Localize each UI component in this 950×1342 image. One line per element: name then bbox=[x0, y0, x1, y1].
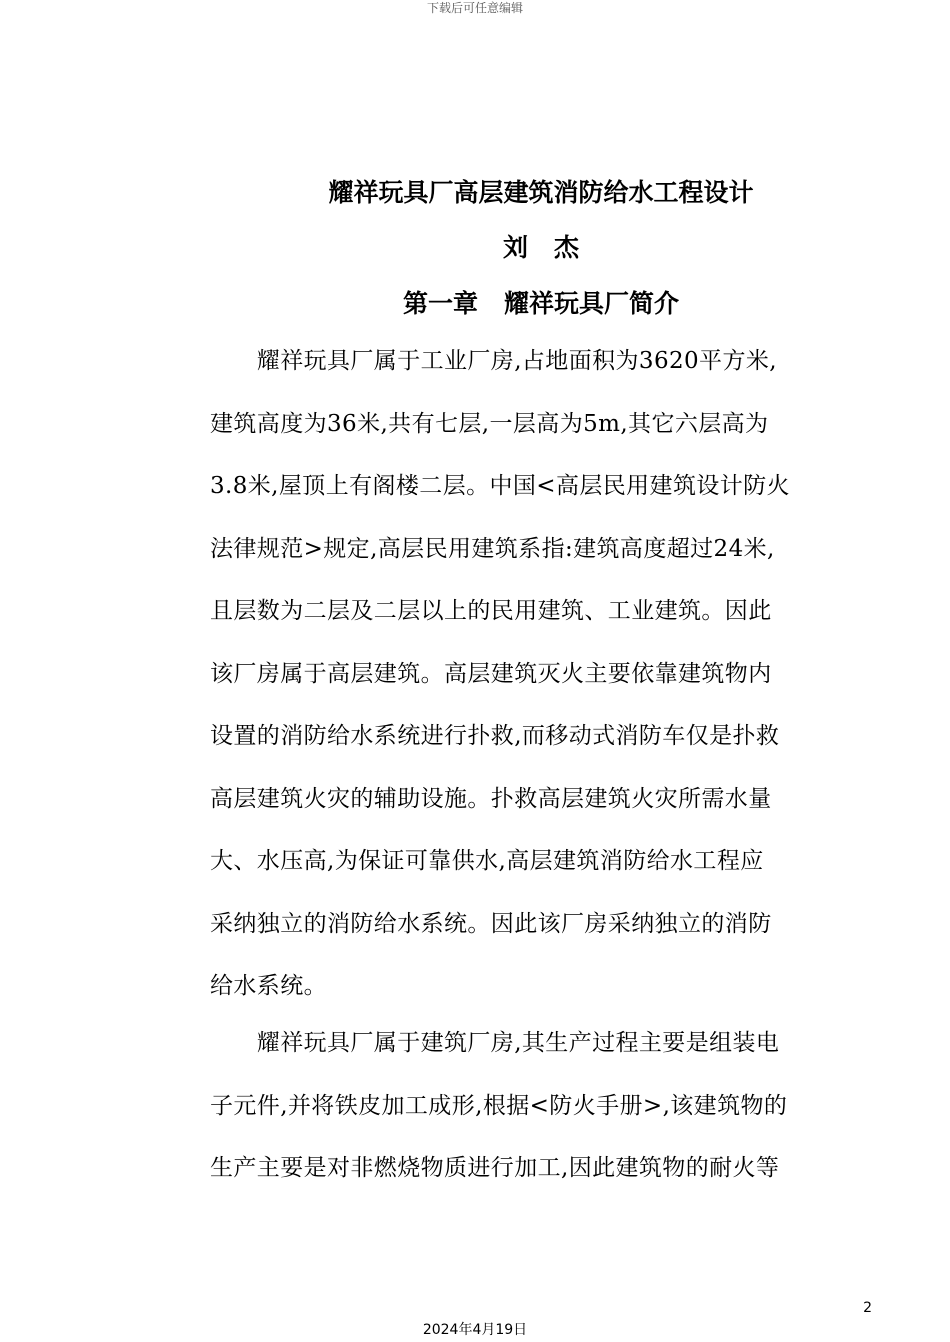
paragraph-line: 给水系统。 bbox=[210, 973, 327, 999]
paragraph-line: 且层数为二层及二层以上的民用建筑、工业建筑。因此 bbox=[210, 598, 772, 624]
paragraph-line: 高层建筑火灾的辅助设施。扑救高层建筑火灾所需水量 bbox=[210, 785, 772, 812]
chapter-number: 第一章 bbox=[402, 289, 478, 318]
paragraph-line: 3.8米,屋顶上有阁楼二层。中国<高层民用建筑设计防火 bbox=[210, 473, 790, 499]
footer-date: 2024年4月19日 bbox=[422, 1322, 528, 1338]
paragraph-line: 法律规范>规定,高层民用建筑系指:建筑高度超过24米, bbox=[210, 535, 775, 562]
header-note: 下载后可任意编辑 bbox=[426, 1, 523, 15]
author-surname: 刘 bbox=[502, 233, 528, 262]
paragraph-line: 采纳独立的消防给水系统。因此该厂房采纳独立的消防 bbox=[210, 910, 772, 937]
document-title: 耀祥玩具厂高层建筑消防给水工程设计 bbox=[328, 178, 754, 207]
paragraph-line: 建筑高度为36米,共有七层,一层高为5m,其它六层高为 bbox=[210, 410, 769, 437]
paragraph-line: 耀祥玩具厂属于工业厂房,占地面积为3620平方米, bbox=[210, 348, 777, 374]
chapter-heading bbox=[66, 287, 950, 321]
author-given-name: 杰 bbox=[554, 233, 580, 262]
paragraph-line: 该厂房属于高层建筑。高层建筑灭火主要依靠建筑物内 bbox=[210, 660, 772, 687]
paragraph-line: 耀祥玩具厂属于建筑厂房,其生产过程主要是组装电 bbox=[210, 1030, 780, 1056]
paragraph-line: 子元件,并将铁皮加工成形,根据<防火手册>,该建筑物的 bbox=[210, 1092, 788, 1119]
body-paragraph-1 bbox=[210, 330, 872, 1018]
page-number: 2 bbox=[863, 1300, 872, 1316]
chapter-title: 耀祥玩具厂简介 bbox=[504, 289, 680, 318]
author-name bbox=[66, 231, 950, 265]
paragraph-line: 设置的消防给水系统进行扑救,而移动式消防车仅是扑救 bbox=[210, 723, 780, 749]
paragraph-line: 大、水压高,为保证可靠供水,高层建筑消防给水工程应 bbox=[210, 848, 764, 874]
body-paragraph-2 bbox=[210, 1012, 872, 1200]
paragraph-line: 生产主要是对非燃烧物质进行加工,因此建筑物的耐火等 bbox=[210, 1155, 780, 1181]
